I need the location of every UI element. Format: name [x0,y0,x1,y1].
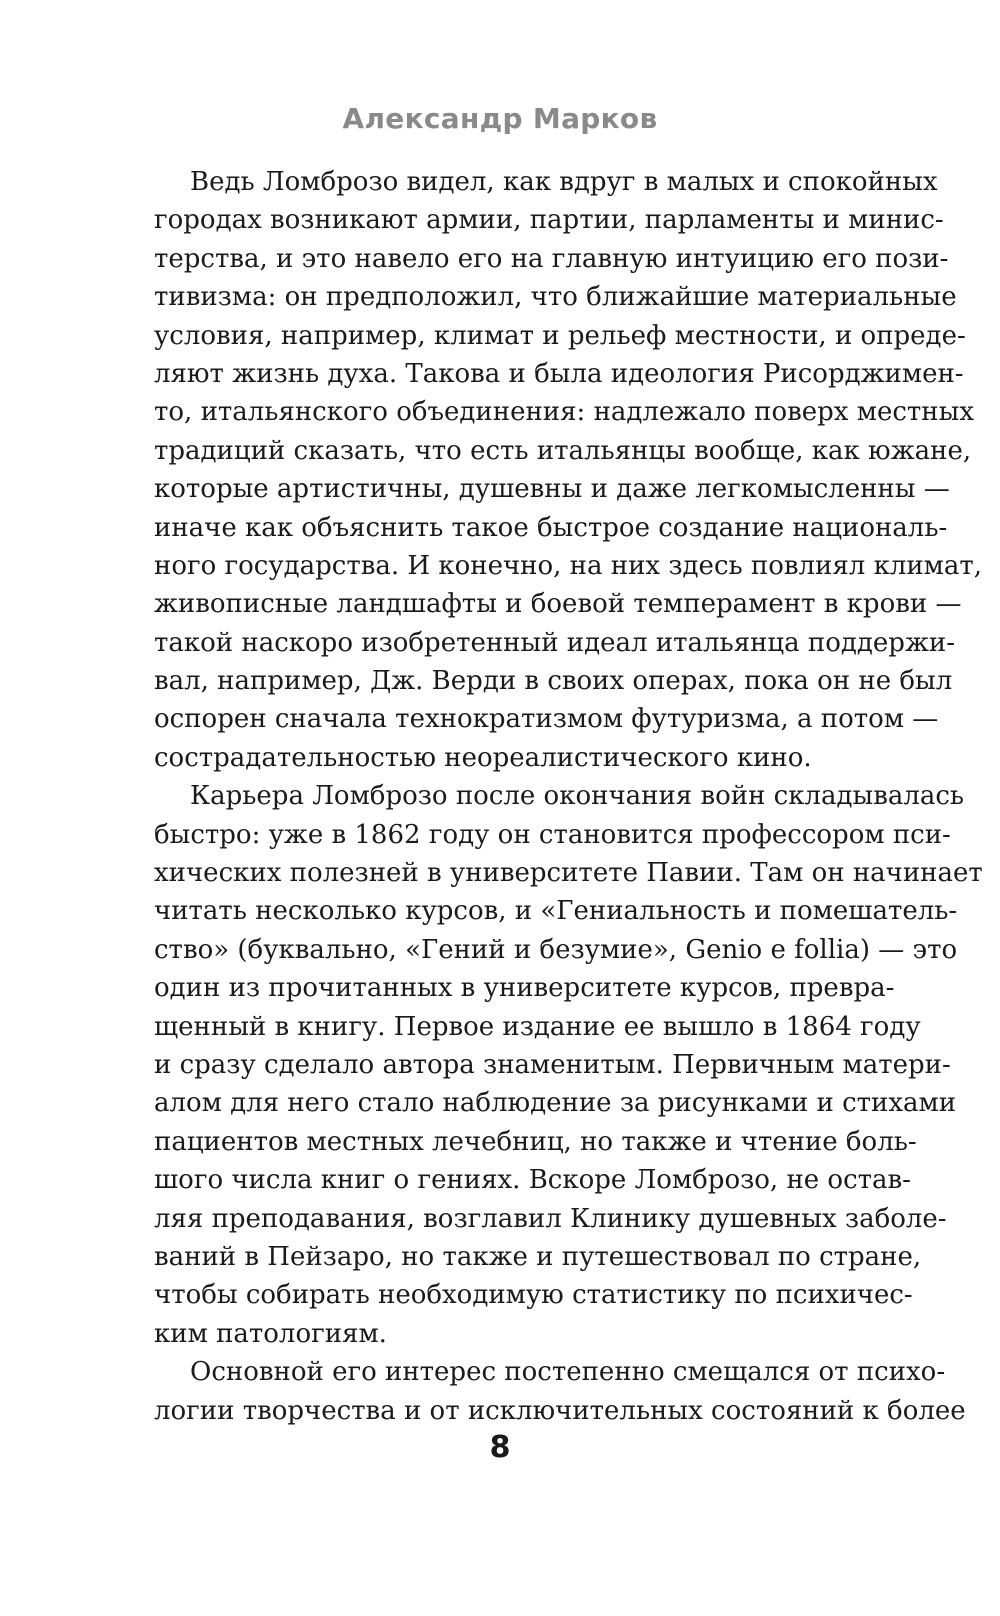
page-number: 8 [489,1430,511,1465]
text-line: тивизма: он предположил, что ближайшие материальные [154,282,957,313]
paragraph [154,777,983,1353]
text-line: которые артистичны, душевны и даже легкомысленны — [154,474,950,505]
text-line: быстро: уже в 1862 году он становится профессором пси- [154,819,951,850]
text-line: традиций сказать, что есть итальянцы вообще, как южане, [154,435,972,466]
text-line: Ведь Ломброзо видел, как вдруг в малых и спокойных [190,167,938,197]
text-line: ваний в Пейзаро, но также и путешествовал по стране, [154,1241,922,1272]
text-line: ного государства. И конечно, на них здесь повлиял климат, [154,550,983,581]
text-line: и сразу сделало автора знаменитым. Первичным матери- [154,1049,951,1080]
text-line: один из прочитанных в университете курсов, превра- [154,973,895,1004]
text-line: такой наскоро изобретенный идеал итальянца поддержи- [154,627,955,658]
text-line: условия, например, климат и рельеф местности, и опреде- [154,320,966,351]
body-text [154,163,983,1430]
text-line: городах возникают армии, партии, парламенты и минис- [154,205,944,236]
text-line: ким патологиям. [154,1318,387,1349]
text-line: хических полезней в университете Павии. Там он начинает [154,858,983,889]
text-line: живописные ландшафты и боевой темперамент в крови — [154,589,962,620]
text-line: алом для него стало наблюдение за рисунками и стихами [154,1088,957,1119]
text-line: Основной его интерес постепенно смещался от психо- [190,1357,946,1388]
text-line: ляют жизнь духа. Такова и была идеология Рисорджимен- [154,358,964,389]
text-line: пациентов местных лечебниц, но также и чтение боль- [154,1126,917,1157]
text-line: ство» (буквально, «Гений и безумие», Genio e follia) — это [154,934,958,965]
text-line: то, итальянского объединения: надлежало поверх местных [154,397,974,428]
text-line: Карьера Ломброзо после окончания войн складывалась [190,781,965,812]
text-line: иначе как объяснить такое быстрое создание националь- [154,512,948,543]
text-line: логии творчества и от исключительных состояний к более [154,1395,966,1426]
text-line: шого числа книг о гениях. Вскоре Ломброзо, не остав- [154,1165,911,1196]
text-line: щенный в книгу. Первое издание ее вышло в 1864 году [154,1011,921,1042]
text-line: чтобы собирать необходимую статистику по психичес- [154,1280,913,1311]
text-line: оспорен сначала технократизмом футуризма, а потом — [154,704,939,735]
paragraph [154,1353,966,1430]
paragraph [154,163,983,777]
text-line: читать несколько курсов, и «Гениальность и помешатель- [154,896,958,927]
running-head: Александр Марков [342,102,658,135]
text-line: ляя преподавания, возглавил Клинику душевных заболе- [154,1203,947,1234]
text-line: терства, и это навело его на главную интуицию его пози- [154,243,949,274]
text-line: сострадательностью неореалистического кино. [154,742,812,773]
text-line: вал, например, Дж. Верди в своих операх, пока он не был [154,666,953,697]
